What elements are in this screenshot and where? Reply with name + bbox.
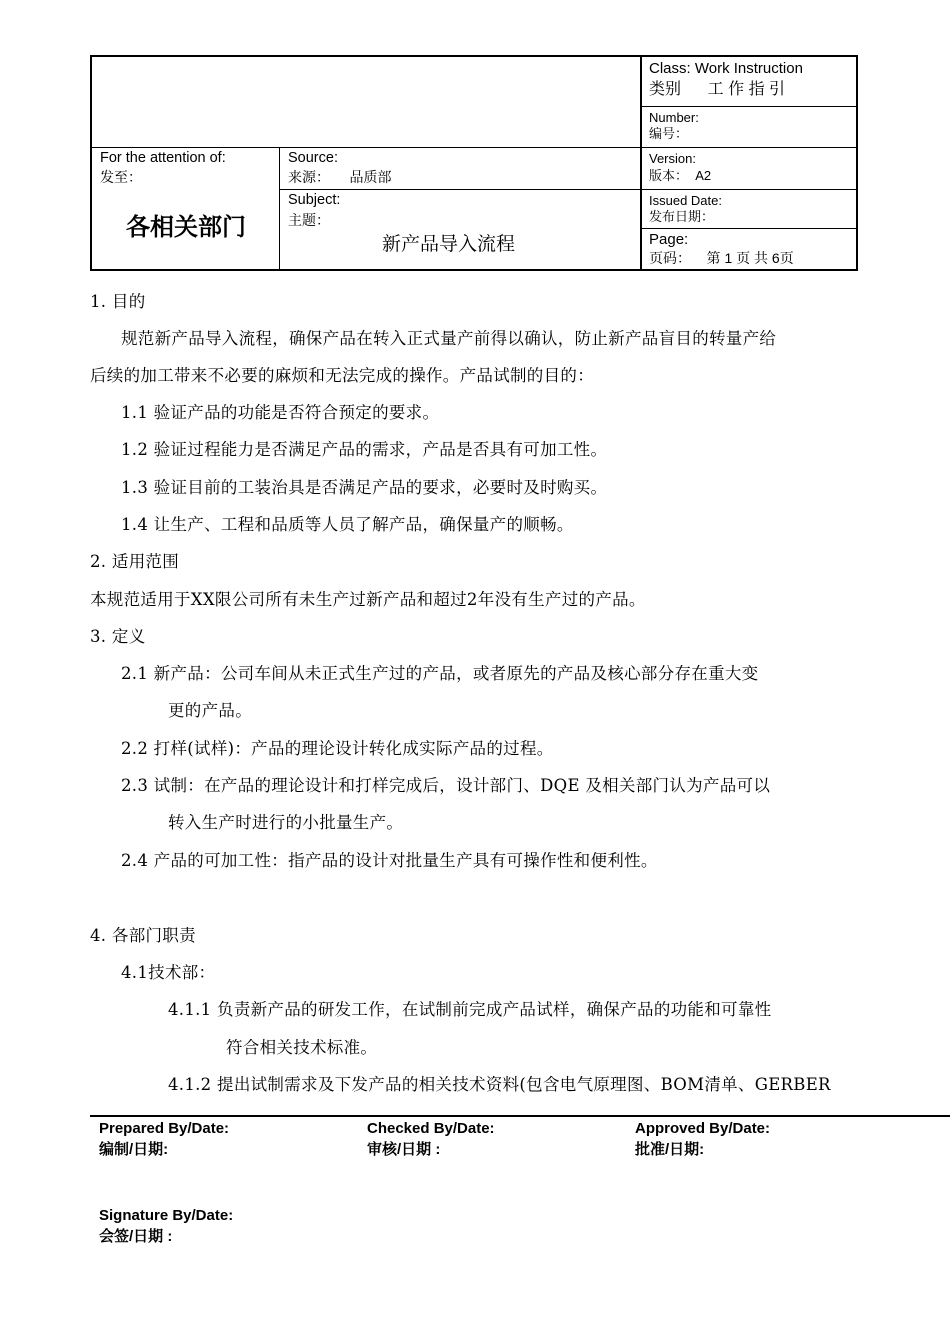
attention-label-cn: 发至： (100, 169, 142, 185)
divider (640, 57, 642, 271)
subject-label-en: Subject: (288, 192, 341, 208)
issued-date-label-cn: 发布日期： (649, 209, 715, 224)
section-3-heading: 3. 定义 (90, 627, 146, 646)
version-label-en: Version: (649, 151, 696, 166)
section-1-heading: 1. 目的 (90, 292, 146, 311)
section-1-paragraph-line: 后续的加工带来不必要的麻烦和无法完成的操作。产品试制的目的： (90, 366, 594, 385)
section-2-paragraph: 本规范适用于XX限公司所有未生产过新产品和超过2年没有生产过的产品。 (90, 590, 646, 609)
section-4-subheading: 4.1技术部： (121, 963, 216, 982)
page-label-cn: 页码： 第 1 页 共 6页 (649, 250, 794, 266)
approved-by-label: Approved By/Date: (635, 1120, 771, 1137)
section-4-item: 4.1.1 负责新产品的研发工作，在试制前完成产品试样，确保产品的功能和可靠性 (168, 1000, 772, 1019)
attention-label-en: For the attention of: (100, 150, 226, 166)
section-3-item-continuation: 更的产品。 (168, 701, 252, 720)
section-3-item: 2.1 新产品：公司车间从未正式生产过的产品，或者原先的产品及核心部分存在重大变 (121, 664, 759, 683)
divider (640, 189, 858, 190)
section-1-item: 1.2 验证过程能力是否满足产品的需求，产品是否具有可加工性。 (121, 440, 608, 459)
number-label-cn: 编号： (649, 126, 689, 141)
section-2-heading: 2. 适用范围 (90, 552, 180, 571)
divider (92, 147, 858, 148)
divider (640, 228, 858, 229)
source-label-cn: 来源： 品质部 (288, 169, 392, 185)
subject-label-cn: 主题： (288, 212, 330, 228)
class-label-en: Class: Work Instruction (649, 60, 803, 77)
issued-date-label-en: Issued Date: (649, 193, 722, 208)
section-1-item: 1.4 让生产、工程和品质等人员了解产品，确保量产的顺畅。 (121, 515, 574, 534)
divider (279, 147, 280, 271)
number-label-en: Number: (649, 110, 699, 125)
attention-value: 各相关部门 (126, 214, 246, 241)
prepared-by-label: Prepared By/Date: (99, 1120, 230, 1137)
checked-by-label: Checked By/Date: (367, 1120, 495, 1137)
signature-by-label-cn: 会签/日期 : (99, 1228, 173, 1245)
section-4-heading: 4. 各部门职责 (90, 926, 196, 945)
footer-divider (90, 1115, 950, 1117)
section-4-item-continuation: 符合相关技术标准。 (226, 1038, 378, 1057)
checked-by-label-cn: 审核/日期 : (367, 1141, 441, 1158)
subject-value: 新产品导入流程 (382, 234, 516, 255)
divider (640, 106, 858, 107)
section-3-item: 2.3 试制：在产品的理论设计和打样完成后，设计部门、DQE 及相关部门认为产品可以 (121, 776, 771, 795)
approved-by-label-cn: 批准/日期: (635, 1141, 705, 1158)
section-3-item: 2.2 打样(试样)：产品的理论设计转化成实际产品的过程。 (121, 739, 554, 758)
section-1-item: 1.3 验证目前的工装治具是否满足产品的要求，必要时及时购买。 (121, 478, 608, 497)
prepared-by-label-cn: 编制/日期: (99, 1141, 169, 1158)
version-label-cn: 版本： A2 (649, 168, 712, 183)
section-1-paragraph-line: 规范新产品导入流程，确保产品在转入正式量产前得以确认，防止新产品盲目的转量产给 (121, 329, 777, 348)
class-label-cn: 类别 工 作 指 引 (649, 81, 786, 98)
source-label-en: Source: (288, 150, 338, 166)
section-3-item-continuation: 转入生产时进行的小批量生产。 (168, 813, 404, 832)
divider (279, 189, 640, 190)
section-3-item: 2.4 产品的可加工性：指产品的设计对批量生产具有可操作性和便利性。 (121, 851, 658, 870)
page-label-en: Page: (649, 231, 689, 248)
signature-by-label: Signature By/Date: (99, 1207, 234, 1224)
section-4-item: 4.1.2 提出试制需求及下发产品的相关技术资料(包含电气原理图、BOM清单、GERBER (168, 1075, 831, 1094)
section-1-item: 1.1 验证产品的功能是否符合预定的要求。 (121, 403, 440, 422)
document-header-table (90, 55, 858, 271)
